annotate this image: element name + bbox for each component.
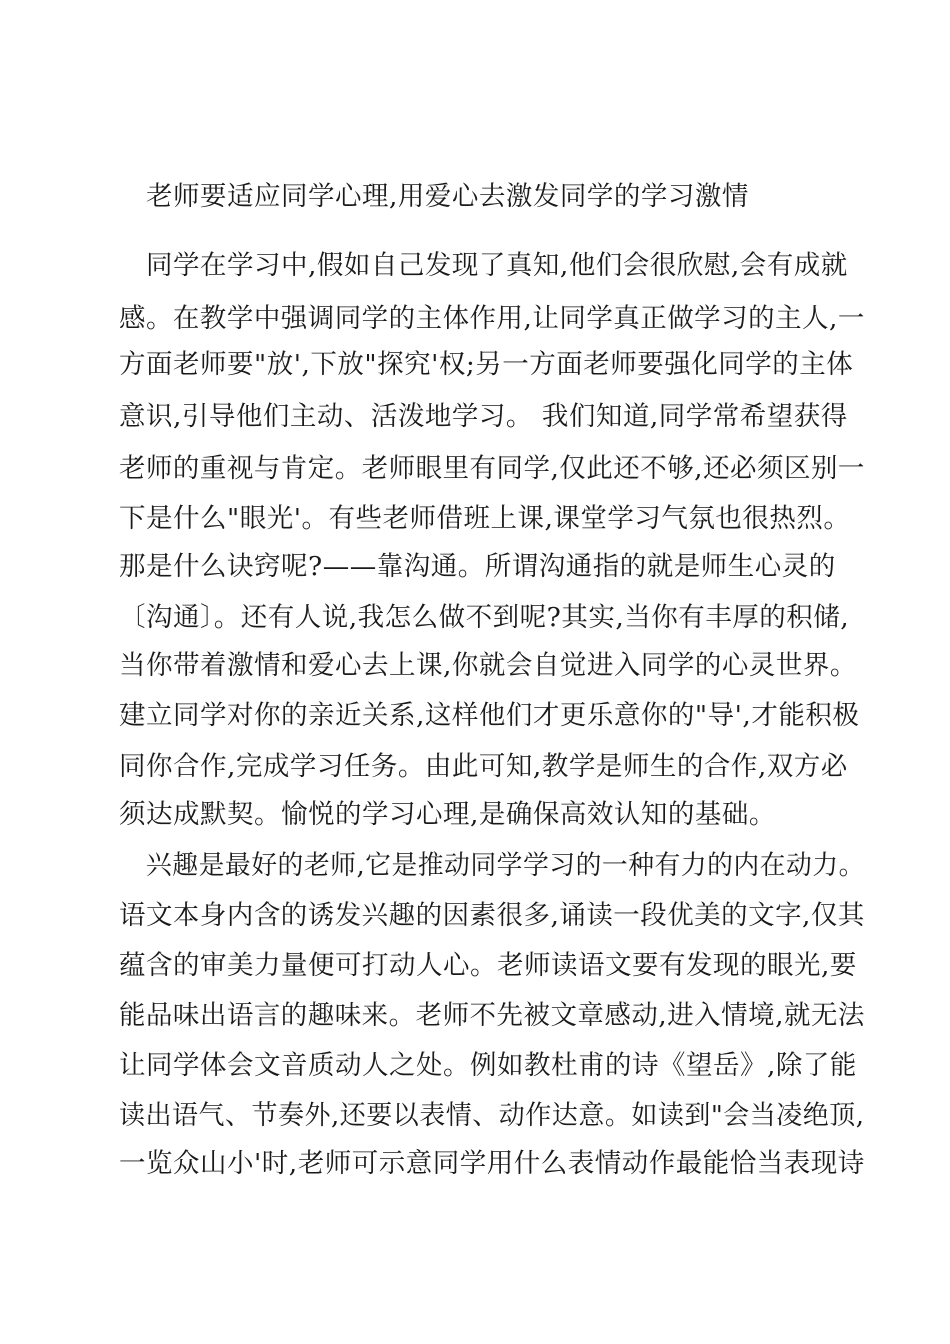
text-line: 那是什么诀窍呢?——靠沟通。所谓沟通指的就是师生心灵的 [119,551,836,582]
text-line: 蕴含的审美力量便可打动人心。老师读语文要有发现的眼光,要 [119,950,857,981]
text-line: 意识,引导他们主动、活泼地学习。 我们知道,同学常希望获得 [119,401,848,432]
text-line: 感。在教学中强调同学的主体作用,让同学真正做学习的主人,一 [119,303,865,334]
text-line: 须达成默契。愉悦的学习心理,是确保高效认知的基础。 [119,799,776,830]
text-line: 下是什么"眼光'。有些老师借班上课,课堂学习气氛也很热烈。 [119,503,851,534]
text-line: 当你带着激情和爱心去上课,你就会自觉进入同学的心灵世界。 [119,650,857,681]
text-line: 能品味出语言的趣味来。老师不先被文章感动,进入情境,就无法 [119,1000,865,1031]
text-line: 〔沟通〕。还有人说,我怎么做不到呢?其实,当你有丰厚的积储, [119,602,850,633]
text-line: 让同学体会文音质动人之处。例如教杜甫的诗《望岳》,除了能 [119,1050,857,1081]
text-line: 同你合作,完成学习任务。由此可知,教学是师生的合作,双方必 [119,751,848,782]
text-line: 建立同学对你的亲近关系,这样他们才更乐意你的"导',才能积极 [119,700,860,731]
text-line: 兴趣是最好的老师,它是推动同学学习的一种有力的内在动力。 [146,850,865,881]
text-line: 方面老师要"放',下放"探究'权;另一方面老师要强化同学的主体 [119,349,854,380]
text-line: 一览众山小'时,老师可示意同学用什么表情动作最能恰当表现诗 [119,1148,865,1179]
text-line: 同学在学习中,假如自己发现了真知,他们会很欣慰,会有成就 [146,250,848,281]
text-line: 老师的重视与肯定。老师眼里有同学,仅此还不够,还必须区别一 [119,453,865,484]
text-line: 语文本身内含的诱发兴趣的因素很多,诵读一段优美的文字,仅其 [119,900,865,931]
text-line: 老师要适应同学心理,用爱心去激发同学的学习激情 [146,181,749,212]
text-line: 读出语气、节奏外,还要以表情、动作达意。如读到"会当凌绝顶, [119,1100,865,1131]
